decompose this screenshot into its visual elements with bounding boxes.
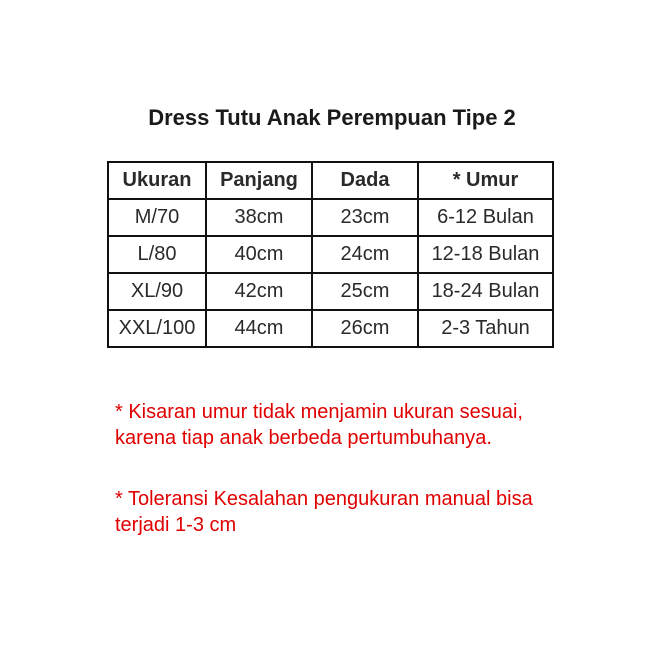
table-row	[108, 310, 553, 347]
cell-ukuran: XL/90	[108, 273, 206, 310]
size-chart-table	[107, 161, 554, 348]
cell-dada: 23cm	[312, 199, 418, 236]
cell-umur: 18-24 Bulan	[418, 273, 553, 310]
cell-umur: 12-18 Bulan	[418, 236, 553, 273]
cell-ukuran: L/80	[108, 236, 206, 273]
header-umur: * Umur	[418, 162, 553, 199]
cell-panjang: 38cm	[206, 199, 312, 236]
cell-dada: 25cm	[312, 273, 418, 310]
cell-ukuran: M/70	[108, 199, 206, 236]
header-panjang: Panjang	[206, 162, 312, 199]
cell-dada: 24cm	[312, 236, 418, 273]
cell-panjang: 44cm	[206, 310, 312, 347]
cell-panjang: 42cm	[206, 273, 312, 310]
note-measurement-tolerance: * Toleransi Kesalahan pengukuran manual bisa terjadi 1-3 cm	[115, 488, 533, 536]
cell-ukuran: XXL/100	[108, 310, 206, 347]
table-row	[108, 236, 553, 273]
table-row	[108, 273, 553, 310]
header-dada: Dada	[312, 162, 418, 199]
table-row	[108, 199, 553, 236]
header-ukuran: Ukuran	[108, 162, 206, 199]
cell-umur: 6-12 Bulan	[418, 199, 553, 236]
cell-dada: 26cm	[312, 310, 418, 347]
table-header-row	[108, 162, 553, 199]
cell-panjang: 40cm	[206, 236, 312, 273]
page-title: Dress Tutu Anak Perempuan Tipe 2	[148, 105, 516, 130]
cell-umur: 2-3 Tahun	[418, 310, 553, 347]
note-age-disclaimer: * Kisaran umur tidak menjamin ukuran sesuai, karena tiap anak berbeda pertumbuhanya.	[115, 401, 523, 449]
